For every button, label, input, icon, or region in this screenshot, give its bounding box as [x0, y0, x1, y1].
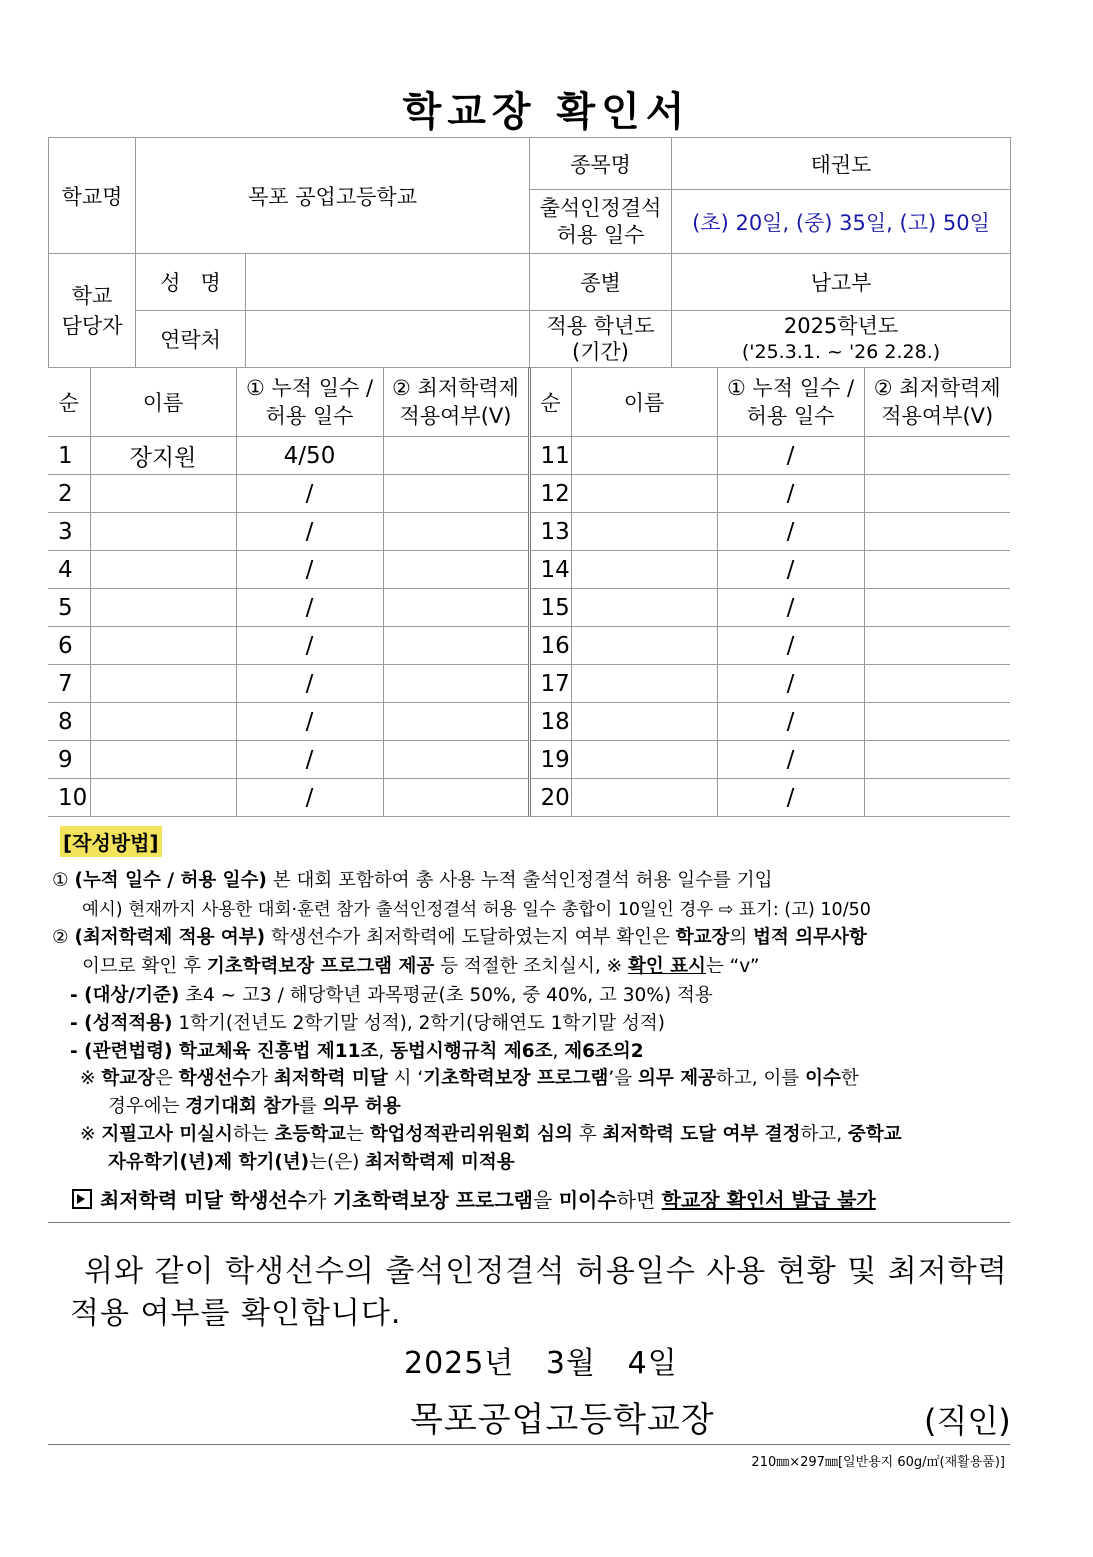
row-name[interactable] — [90, 627, 236, 665]
header-days-2 — [717, 368, 864, 437]
method-title: [작성방법] — [60, 826, 162, 857]
row-no: 3 — [48, 513, 90, 551]
row-name[interactable] — [571, 779, 717, 817]
row-days: / — [717, 703, 864, 741]
row-min[interactable] — [383, 741, 529, 779]
table-row — [48, 589, 1010, 627]
method-line-8: ※ 학교장은 학생선수가 최저학력 미달 시 ‘기초학력보장 프로그램’을 의무 제공하고, 이를 이수한 — [80, 1068, 859, 1089]
contact-label: 연락처 — [136, 311, 246, 368]
row-days: / — [236, 551, 383, 589]
row-min[interactable] — [383, 779, 529, 817]
staff-label — [49, 254, 136, 368]
row-days: / — [236, 741, 383, 779]
table-row — [48, 627, 1010, 665]
row-name[interactable] — [90, 475, 236, 513]
row-name[interactable] — [571, 665, 717, 703]
row-name[interactable] — [571, 627, 717, 665]
arrow-box-icon — [72, 1189, 92, 1209]
table-row — [48, 779, 1010, 817]
allow-label-line1: 출석인정결석 — [539, 195, 662, 220]
row-min[interactable] — [383, 589, 529, 627]
row-days: / — [717, 551, 864, 589]
row-min[interactable] — [383, 703, 529, 741]
row-days: / — [717, 437, 864, 475]
row-min[interactable] — [864, 589, 1010, 627]
staff-label-line1: 학교 — [71, 283, 113, 308]
row-days: / — [717, 779, 864, 817]
table-row — [48, 475, 1010, 513]
row-min[interactable] — [864, 437, 1010, 475]
method-line-5: - (대상/기준) 초4 ~ 고3 / 해당학년 과목평균(초 50%, 중 40%, 고 30%) 적용 — [70, 985, 713, 1006]
row-no: 1 — [48, 437, 90, 475]
row-no: 6 — [48, 627, 90, 665]
table-row — [48, 437, 1010, 475]
row-min[interactable] — [864, 779, 1010, 817]
row-no: 9 — [48, 741, 90, 779]
allow-label — [530, 190, 672, 254]
table-row — [48, 665, 1010, 703]
school-label: 학교명 — [49, 138, 136, 254]
year-label — [530, 311, 672, 368]
row-min[interactable] — [864, 513, 1010, 551]
sport-value: 태권도 — [672, 138, 1011, 190]
row-days: / — [717, 513, 864, 551]
method-line-3: ② (최저학력제 적용 여부) 학생선수가 최저학력에 도달하였는지 여부 확인은 학교장의 법적 의무사항 — [52, 927, 867, 948]
header-days-line2: 허용 일수 — [265, 404, 354, 428]
row-days: / — [236, 475, 383, 513]
row-min[interactable] — [383, 437, 529, 475]
year-value — [672, 311, 1011, 368]
method-line-1: ① (누적 일수 / 허용 일수) 본 대회 포함하여 총 사용 누적 출석인정결석 허용 일수를 기입 — [52, 870, 773, 891]
header-min-2-line2: 적용여부(V) — [881, 404, 994, 428]
row-min[interactable] — [864, 475, 1010, 513]
year-label-line2: (기간) — [572, 340, 629, 364]
row-days: / — [717, 627, 864, 665]
divider-top — [48, 1222, 1010, 1223]
row-min[interactable] — [864, 741, 1010, 779]
row-no: 2 — [48, 475, 90, 513]
row-min[interactable] — [864, 627, 1010, 665]
confirm-line-1: 위와 같이 학생선수의 출석인정결석 허용일수 사용 현황 및 최저학력 — [84, 1254, 1008, 1289]
header-min-line1: ② 최저학력제 — [392, 376, 519, 400]
row-min[interactable] — [864, 665, 1010, 703]
row-no: 10 — [48, 779, 90, 817]
row-name[interactable] — [571, 475, 717, 513]
row-name[interactable] — [90, 741, 236, 779]
header-min-2 — [864, 368, 1010, 437]
header-no: 순 — [48, 368, 90, 437]
row-min[interactable] — [383, 513, 529, 551]
table-header-row — [48, 368, 1010, 437]
student-table — [48, 367, 1010, 817]
method-line-6: - (성적적용) 1학기(전년도 2학기말 성적), 2학기(당해연도 1학기말 성적) — [70, 1013, 665, 1034]
row-no: 18 — [529, 703, 571, 741]
row-name[interactable] — [90, 589, 236, 627]
row-name[interactable] — [90, 779, 236, 817]
sport-label: 종목명 — [530, 138, 672, 190]
row-no: 7 — [48, 665, 90, 703]
row-min[interactable] — [383, 665, 529, 703]
header-days-line1: ① 누적 일수 / — [245, 376, 374, 400]
info-table-staff — [48, 253, 1011, 368]
table-row — [48, 513, 1010, 551]
row-days: / — [236, 779, 383, 817]
row-name[interactable] — [571, 741, 717, 779]
method-line-11: 자유학기(년)제 학기(년)는(은) 최저학력제 미적용 — [108, 1152, 515, 1173]
name-value — [246, 254, 530, 311]
table-row — [48, 703, 1010, 741]
row-no: 16 — [529, 627, 571, 665]
row-days: / — [717, 475, 864, 513]
row-days: 4/50 — [236, 437, 383, 475]
staff-label-line2: 담당자 — [61, 313, 123, 338]
row-days: / — [236, 703, 383, 741]
page-title: 학교장 확인서 — [402, 89, 691, 135]
row-name[interactable] — [90, 513, 236, 551]
row-no: 17 — [529, 665, 571, 703]
header-days — [236, 368, 383, 437]
row-no: 5 — [48, 589, 90, 627]
paper-spec-footer: 210㎜×297㎜[일반용지 60g/㎡(재활용품)] — [751, 1455, 1005, 1470]
row-days: / — [717, 665, 864, 703]
issue-date: 2025년 3월 4일 — [404, 1346, 678, 1381]
confirm-line-2: 적용 여부를 확인합니다. — [70, 1296, 402, 1331]
row-no: 12 — [529, 475, 571, 513]
row-name[interactable] — [90, 551, 236, 589]
method-line-9: 경우에는 경기대회 참가를 의무 허용 — [108, 1096, 401, 1117]
header-min-line2: 적용여부(V) — [399, 404, 512, 428]
category-value: 남고부 — [672, 254, 1011, 311]
row-no: 19 — [529, 741, 571, 779]
allow-label-line2: 허용 일수 — [556, 222, 645, 247]
row-name[interactable] — [571, 513, 717, 551]
row-no: 14 — [529, 551, 571, 589]
header-no-2: 순 — [529, 368, 571, 437]
row-name[interactable] — [90, 703, 236, 741]
method-line-2: 예시) 현재까지 사용한 대회·훈련 참가 출석인정결석 허용 일수 총합이 10일인 경우 ⇨ 표기: (고) 10/50 — [82, 900, 871, 920]
row-min[interactable] — [864, 551, 1010, 589]
row-no: 11 — [529, 437, 571, 475]
row-name[interactable] — [571, 551, 717, 589]
header-min — [383, 368, 529, 437]
row-days: / — [236, 589, 383, 627]
row-no: 8 — [48, 703, 90, 741]
table-row — [48, 741, 1010, 779]
header-min-2-line1: ② 최저학력제 — [873, 376, 1001, 400]
method-line-4: 이므로 확인 후 기초학력보장 프로그램 제공 등 적절한 조치실시, ※ 확인 표시는 “v” — [82, 956, 760, 977]
header-name: 이름 — [90, 368, 236, 437]
method-line-12: 최저학력 미달 학생선수가 기초학력보장 프로그램을 미이수하면 학교장 확인서 발급 불가 — [72, 1184, 876, 1213]
name-label: 성 명 — [136, 254, 246, 311]
category-label: 종별 — [530, 254, 672, 311]
row-min[interactable] — [383, 551, 529, 589]
row-days: / — [236, 665, 383, 703]
divider-bottom — [48, 1444, 1010, 1445]
principal-title: 목포공업고등학교장 — [410, 1400, 715, 1440]
contact-value — [246, 311, 530, 368]
row-name[interactable]: 장지원 — [90, 437, 236, 475]
row-name[interactable] — [90, 665, 236, 703]
row-min[interactable] — [864, 703, 1010, 741]
row-no: 15 — [529, 589, 571, 627]
school-value: 목포 공업고등학교 — [136, 138, 530, 254]
row-min[interactable] — [383, 627, 529, 665]
row-days: / — [717, 741, 864, 779]
allow-value: (초) 20일, (중) 35일, (고) 50일 — [672, 190, 1011, 254]
header-days-2-line2: 허용 일수 — [746, 404, 835, 428]
seal-mark: (직인) — [924, 1402, 1011, 1440]
header-days-2-line1: ① 누적 일수 / — [726, 376, 855, 400]
row-name[interactable] — [571, 437, 717, 475]
row-no: 13 — [529, 513, 571, 551]
year-value-line2: ('25.3.1. ~ '26 2.28.) — [741, 341, 941, 363]
year-value-line1: 2025학년도 — [783, 314, 899, 338]
year-label-line1: 적용 학년도 — [546, 314, 655, 338]
row-min[interactable] — [383, 475, 529, 513]
row-no: 4 — [48, 551, 90, 589]
method-line-7: - (관련법령) 학교체육 진흥법 제11조, 동법시행규칙 제6조, 제6조의2 — [70, 1041, 644, 1062]
row-days: / — [236, 627, 383, 665]
row-name[interactable] — [571, 589, 717, 627]
info-table-school — [48, 137, 1011, 254]
method-line-10: ※ 지필고사 미실시하는 초등학교는 학업성적관리위원회 심의 후 최저학력 도달 여부 결정하고, 중학교 — [80, 1124, 902, 1145]
table-row — [48, 551, 1010, 589]
row-days: / — [717, 589, 864, 627]
row-no: 20 — [529, 779, 571, 817]
row-name[interactable] — [571, 703, 717, 741]
header-name-2: 이름 — [571, 368, 717, 437]
row-days: / — [236, 513, 383, 551]
